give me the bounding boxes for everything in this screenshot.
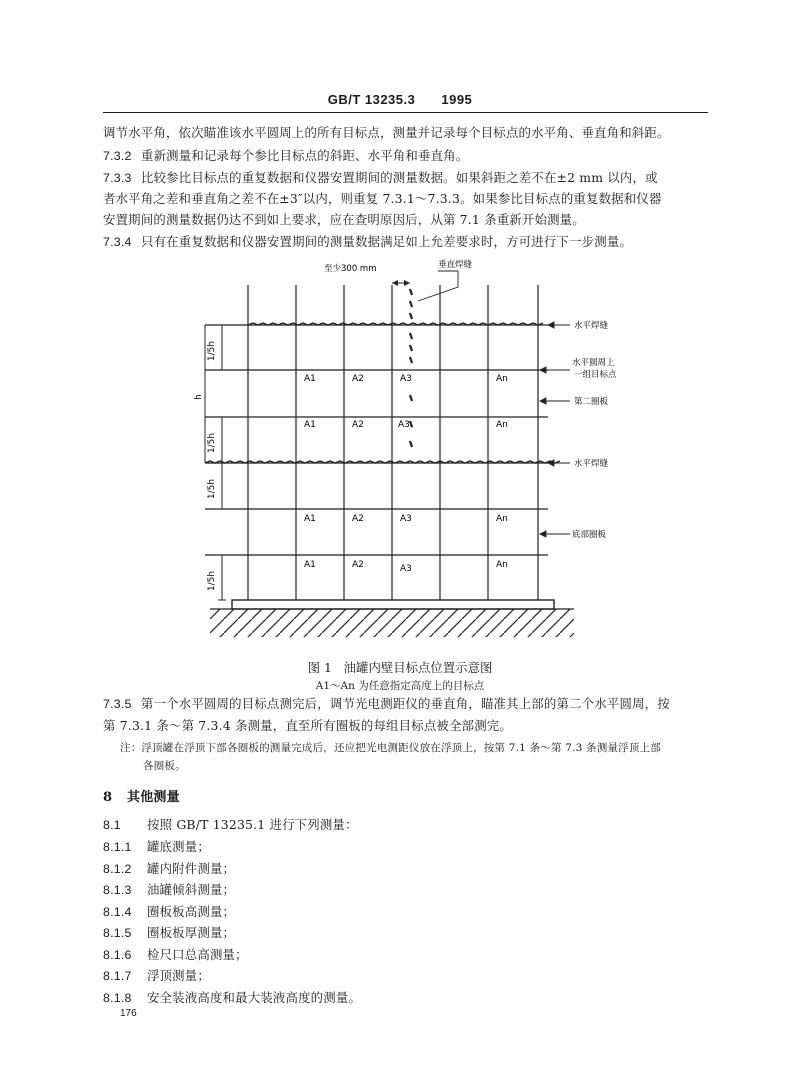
section-8-item-text: 油罐倾斜测量； [147, 882, 236, 897]
page-header [0, 92, 800, 107]
header-rule [103, 112, 708, 113]
label-bottom-course: 底部圈板 [572, 530, 607, 540]
target-r1-2: A2 [352, 374, 364, 384]
section-8-item-number: 8.1 [103, 818, 121, 832]
section-8-item-text: 浮顶测量； [147, 968, 210, 983]
target-r3-1: A1 [304, 514, 316, 524]
section-8-item-text: 圈板板厚测量； [147, 925, 236, 940]
paragraph-7-3-5-line2: 第 7.3.1 条～第 7.3.4 条测量，直至所有圈板的每组目标点被全部测完。 [103, 718, 512, 733]
label-circle-targets-1: 水平圆周上 [572, 358, 615, 368]
section-8-item [103, 817, 358, 833]
vertical-grid-lines [248, 285, 538, 600]
section-8-item-number: 8.1.7 [103, 969, 132, 983]
page-number: 176 [120, 1008, 137, 1019]
target-point-labels [304, 374, 508, 574]
section-8-item [103, 882, 235, 898]
section-8-item [103, 968, 210, 984]
paragraph-7-3-3-line1: 7.3.3 比较参比目标点的重复数据和仪器安置期间的测量数据。如果斜距之差不在±2 mm 以内，或 [103, 170, 658, 185]
section-8-item-number: 8.1.3 [103, 883, 132, 897]
ground-hatching [210, 609, 574, 637]
section-8-item-number: 8.1.6 [103, 948, 132, 962]
section-8-item-text: 按照 GB/T 13235.1 进行下列测量： [147, 817, 358, 832]
section-8-item-text: 检尺口总高测量； [147, 947, 248, 962]
label-second-course: 第二圈板 [574, 397, 609, 407]
dim-label-fifth-h-3: 1/5h [207, 478, 217, 500]
dim-label-fifth-h-2: 1/5h [207, 432, 217, 454]
note-line2: 各圈板。 [143, 760, 186, 772]
section-8-item-text: 安全装液高度和最大装液高度的测量。 [147, 990, 362, 1005]
paragraph-7-3-3-line2: 者水平角之差和垂直角之差不在±3″以内，则重复 7.3.1～7.3.3。如果参比目标点的重复数据和仪器 [103, 191, 662, 206]
section-8-item [103, 990, 361, 1006]
section-8-item-text: 圈板板高测量； [147, 904, 236, 919]
target-r2-3: A3、 [398, 420, 419, 430]
target-r2-n: An [496, 420, 508, 430]
target-r4-3: A3 [400, 564, 412, 574]
standard-number: GB/T 13235.3 [327, 92, 416, 107]
paragraph-7-3-1-end: 调节水平角，依次瞄准该水平圆周上的所有目标点，测量并记录每个目标点的水平角、垂直角和斜距。 [103, 125, 670, 140]
target-r2-1: A1 [304, 420, 316, 430]
section-8-item-number: 8.1.2 [103, 862, 132, 876]
paragraph-7-3-2: 7.3.2 重新测量和记录每个参比目标点的斜距、水平角和垂直角。 [103, 148, 469, 163]
note-line1: 注：浮顶罐在浮顶下部各圈板的测量完成后，还应把光电测距仪放在浮顶上，按第 7.1 条～第 7.3 条测量浮顶上部 [120, 742, 661, 754]
figure-caption: 图 1 油罐内壁目标点位置示意图 [307, 660, 493, 675]
section-8-item-number: 8.1.1 [103, 840, 132, 854]
dim-label-fifth-h-4: 1/5h [207, 570, 217, 592]
paragraph-7-3-4: 7.3.4 只有在重复数据和仪器安置期间的测量数据满足如上允差要求时，方可进行下一步测量。 [103, 234, 633, 249]
section-8-item-number: 8.1.8 [103, 991, 132, 1005]
horizontal-weld-seams [205, 323, 560, 463]
paragraph-7-3-3-line3: 安置期间的测量数据仍达不到如上要求，应在查明原因后，从第 7.1 条重新开始测量。 [103, 212, 585, 227]
label-vertical-weld: 垂直焊缝 [438, 260, 473, 270]
dim-label-h: h [194, 394, 204, 400]
section-8-item [103, 861, 235, 877]
figure-subcaption: A1～An 为任意指定高度上的目标点 [315, 680, 485, 692]
label-circle-targets-2: 一组目标点 [574, 370, 617, 380]
section-8-item [103, 839, 210, 855]
tank-wall-diagram [0, 255, 800, 655]
target-r3-2: A2 [352, 514, 364, 524]
section-8-item-number: 8.1.4 [103, 905, 132, 919]
section-8-item [103, 904, 235, 920]
section-8-item [103, 925, 235, 941]
label-horizontal-weld-upper: 水平焊缝 [574, 321, 609, 331]
target-r3-n: An [496, 514, 508, 524]
tank-base-plate [232, 600, 554, 609]
callout-arrows [540, 322, 570, 537]
section-8-item-text: 罐底测量； [147, 839, 210, 854]
target-r4-1: A1 [304, 560, 316, 570]
target-r2-2: A2 [352, 420, 364, 430]
label-min-spacing: 至少300 mm [324, 264, 377, 274]
section-8-heading: 8 其他测量 [103, 790, 180, 805]
section-8-item-text: 罐内附件测量； [147, 861, 236, 876]
target-r1-1: A1 [304, 374, 316, 384]
dim-label-fifth-h-1: 1/5h [207, 340, 217, 362]
section-8-item [103, 947, 248, 963]
target-r4-n: An [496, 560, 508, 570]
standard-year: 1995 [441, 92, 473, 107]
target-r1-3: A3 [400, 374, 412, 384]
target-r1-n: An [496, 374, 508, 384]
target-r3-3: A3 [400, 514, 412, 524]
label-horizontal-weld-lower: 水平焊缝 [574, 459, 609, 469]
section-8-item-number: 8.1.5 [103, 926, 132, 940]
paragraph-7-3-5-line1: 7.3.5 第一个水平圆周的目标点测完后，调节光电测距仪的垂直角，瞄准其上部的第二个水平圆周，按 [103, 696, 670, 711]
target-r4-2: A2 [352, 560, 364, 570]
